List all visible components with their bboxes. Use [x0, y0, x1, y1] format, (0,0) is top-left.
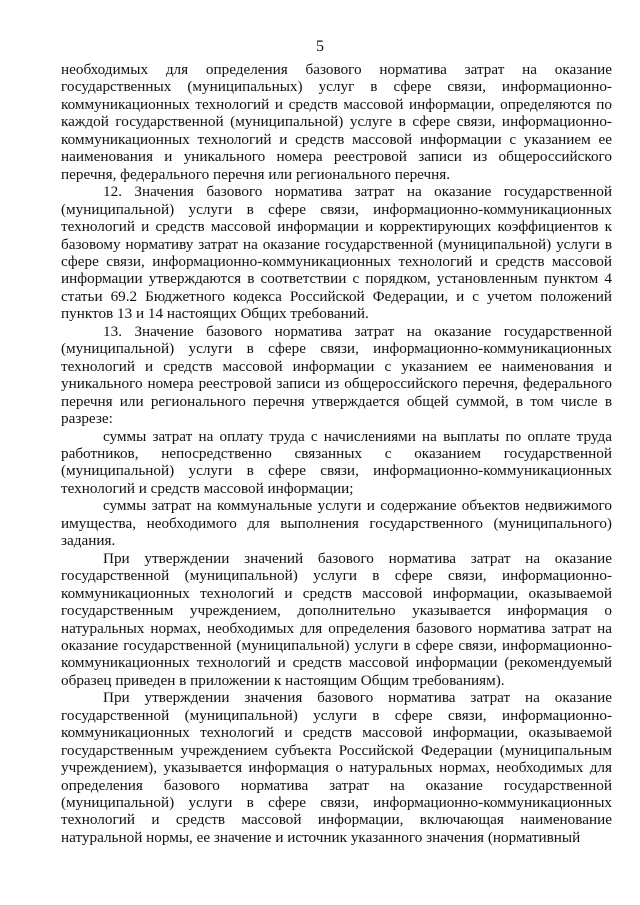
paragraph-state-institution-norms: При утверждении значений базового норматива затрат на оказание государственной (муниципальной) услуги в сфере связи, информационно-коммуникационных технологий и средств массовой информации, оказываемой государственным учреждением, дополнительно указывается информация о натуральных нормах, необходимых для определения базового норматива затрат на оказание государственной (муниципальной) услуги в сфере связи, информационно-коммуникационных технологий и средств массовой информации (рекомендуемый образец приведен в приложении к настоящим Общим требованиям). [61, 549, 612, 689]
page-number: 5 [316, 38, 324, 55]
paragraph-item-13: 13. Значение базового норматива затрат на оказание государственной (муниципальной) услуги в сфере связи, информационно-коммуникационных технологий и средств массовой информации с указанием ее наименования и уникального номера реестровой записи из общероссийского перечня, федерального перечня или регионального перечня утверждается общей суммой, в том числе в разрезе: [61, 322, 612, 428]
paragraph-labor-costs: суммы затрат на оплату труда с начислениями на выплаты по оплате труда работников, непосредственно связанных с оказанием государственной (муниципальной) услуги в сфере связи, информационно-коммуникационных технологий и средств массовой информации; [61, 427, 612, 497]
paragraph-continuation: необходимых для определения базового норматива затрат на оказание государственных (муниципальных) услуг в сфере связи, информационно-коммуникационных технологий и средств массовой информации, определяются по каждой государственной (муниципальной) услуге в сфере связи, информационно-коммуникационных технологий и средств массовой информации с указанием ее наименования и уникального номера реестровой записи из общероссийского перечня, федерального перечня или регионального перечня. [61, 61, 612, 183]
paragraph-regional-institution-norms: При утверждении значения базового норматива затрат на оказание государственной (муниципальной) услуги в сфере связи, информационно-коммуникационных технологий и средств массовой информации, оказываемой государственным учреждением субъекта Российской Федерации (муниципальным учреждением), указывается информация о натуральных нормах, необходимых для определения базового норматива затрат на оказание государственной (муниципальной) услуги в сфере связи, информационно-коммуникационных технологий и средств массовой информации, включающая наименование натуральной нормы, ее значение и источник указанного значения (нормативный [61, 689, 612, 846]
paragraph-item-12: 12. Значения базового норматива затрат на оказание государственной (муниципальной) услуги в сфере связи, информационно-коммуникационных технологий и средств массовой информации и корректирующих коэффициентов к базовому нормативу затрат на оказание государственной (муниципальной) услуги в сфере связи, информационно-коммуникационных технологий и средств массовой информации утверждаются в соответствии с порядком, установленным пунктом 4 статьи 69.2 Бюджетного кодекса Российской Федерации, и с учетом положений пунктов 13 и 14 настоящих Общих требований. [61, 183, 612, 323]
document-body [61, 61, 612, 846]
paragraph-utility-costs: суммы затрат на коммунальные услуги и содержание объектов недвижимого имущества, необходимого для выполнения государственного (муниципального) задания. [61, 497, 612, 550]
